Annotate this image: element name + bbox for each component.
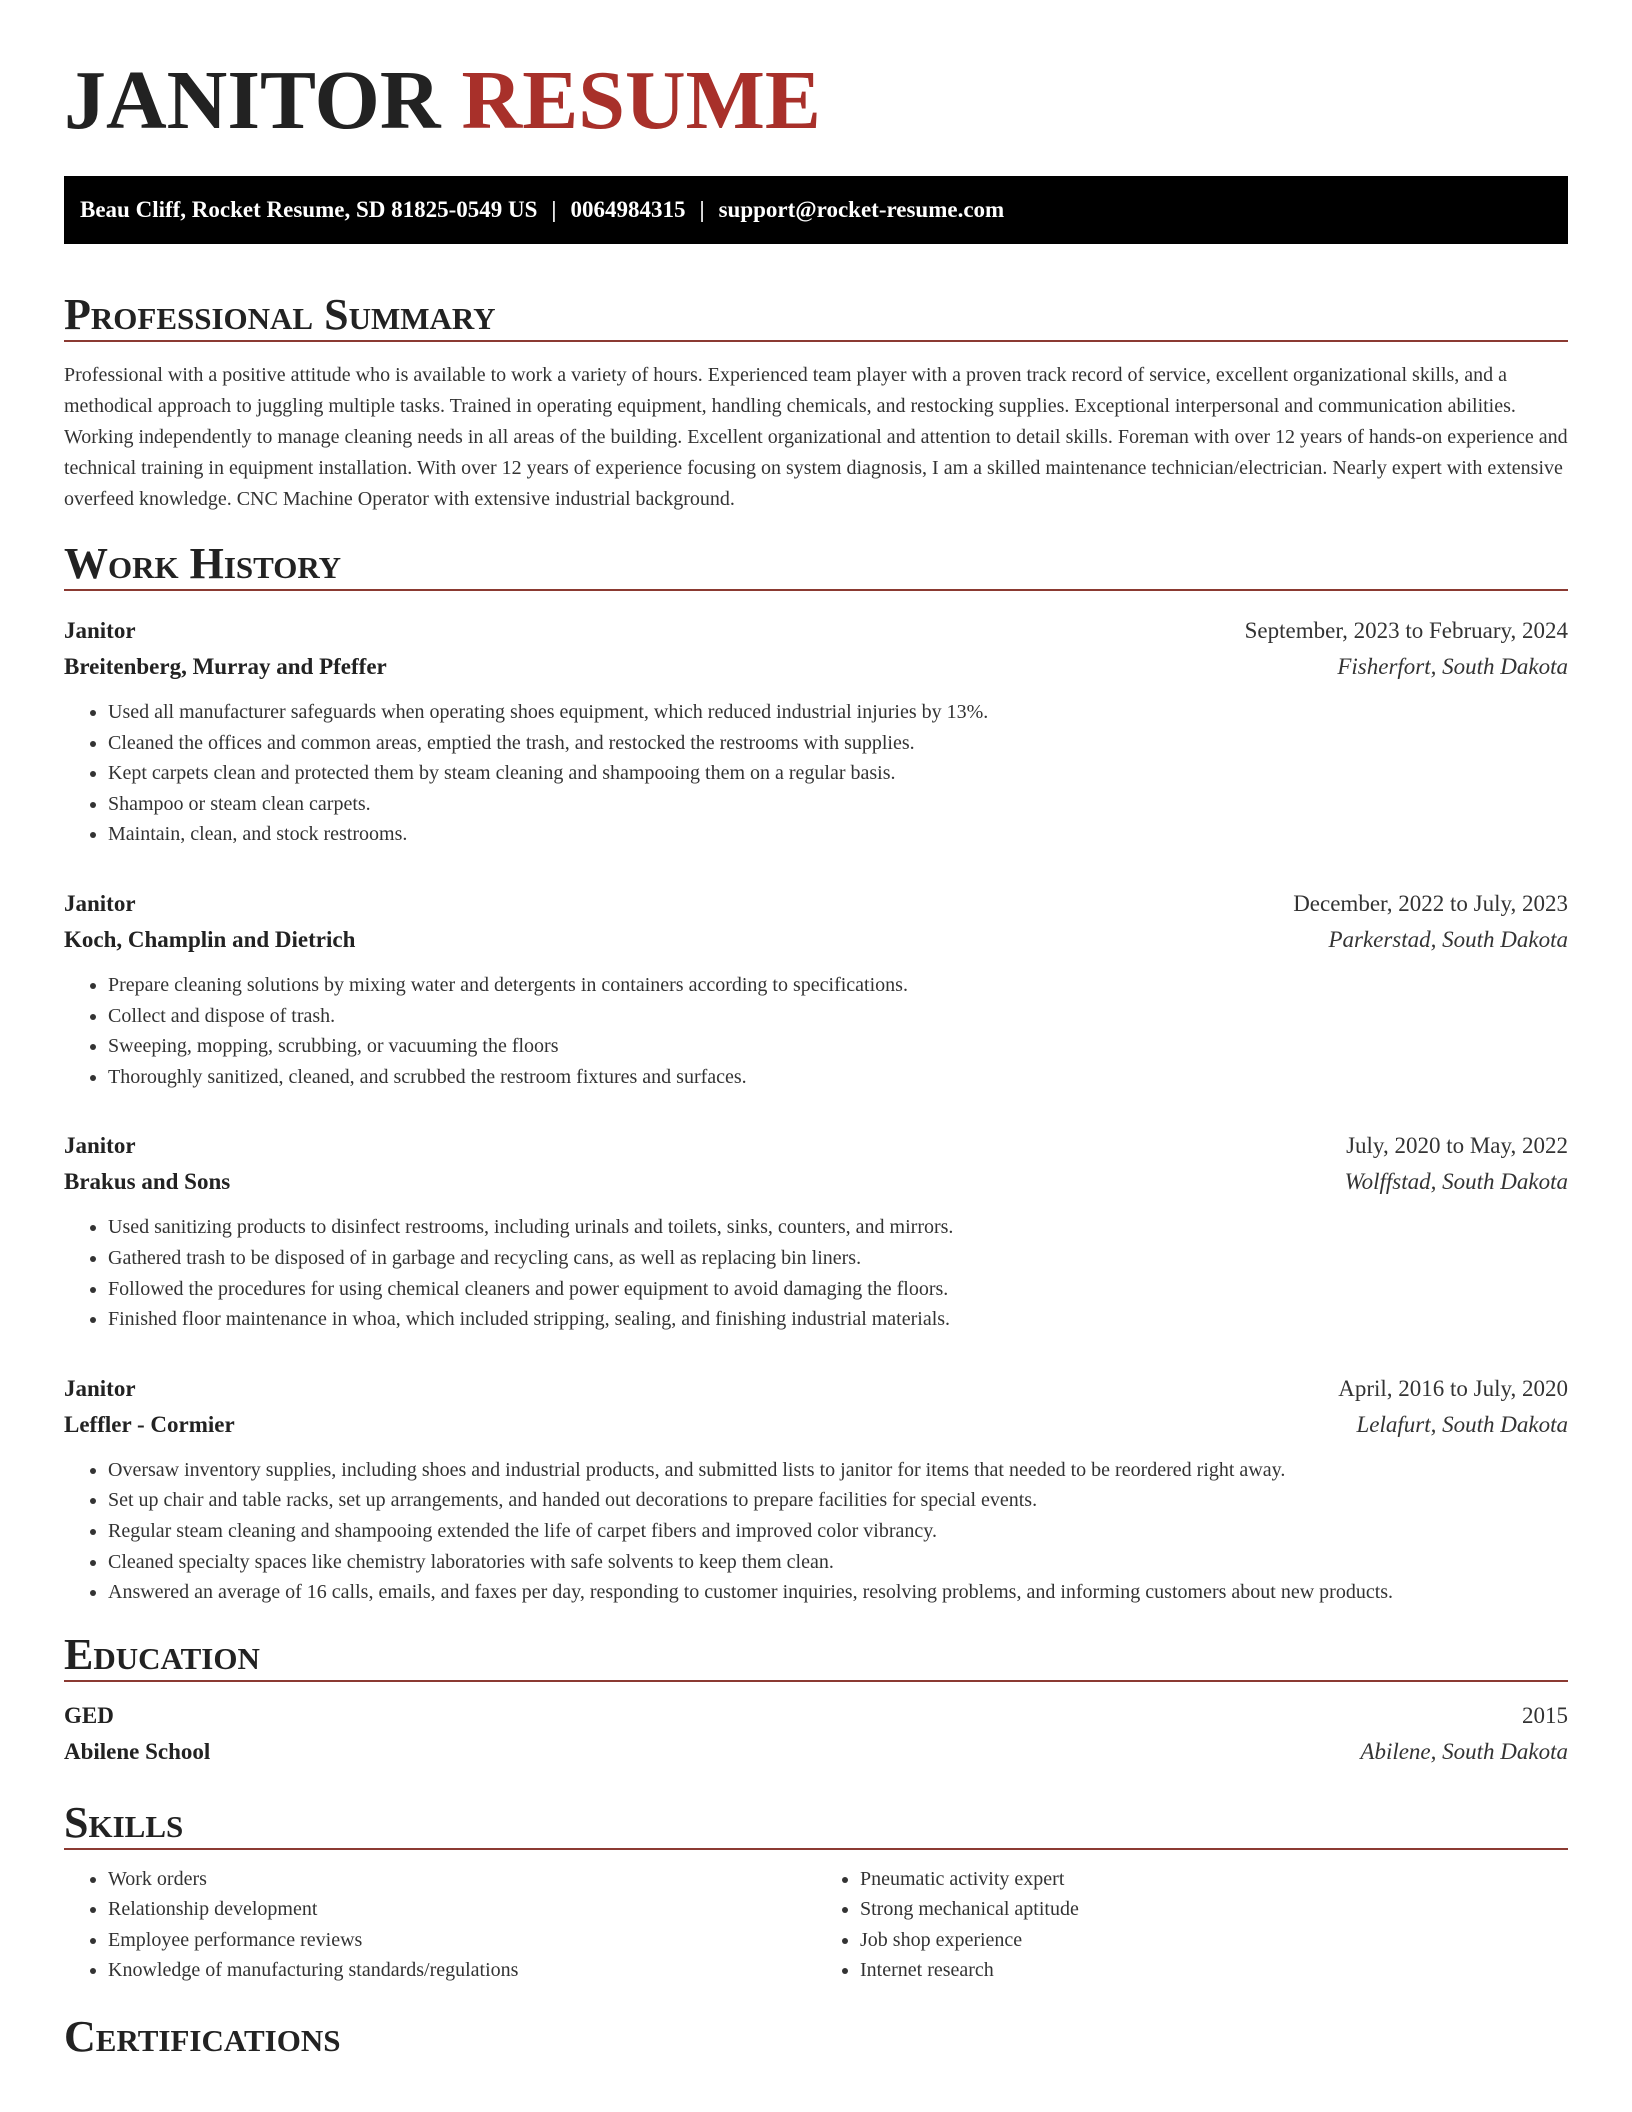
certifications-heading: Certifications [64, 2012, 341, 2062]
list-item: • Maintain, clean, and stock restrooms. [108, 819, 1568, 850]
job-dates: December, 2022 to July, 2023 [1293, 890, 1568, 916]
summary-section [64, 290, 1568, 515]
job-title: Janitor [64, 890, 136, 916]
education-year: 2015 [1522, 1702, 1568, 1728]
summary-text: Professional with a positive attitude who is available to work a variety of hours. Experienced team player with a proven track record of service, excellent organizational skills, and a methodical approach to juggling multiple tasks. Trained in operating equipment, handling chemicals, and restocking supplies. Exceptional interpersonal and communication abilities. Working independently to manage cleaning needs in all areas of the building. Excellent organizational and attention to detail skills. Foreman with over 12 years of hands-on experience and technical training in equipment installation. With over 12 years of experience focusing on system diagnosis, I am a skilled maintenance technician/electrician. Nearly expert with extensive overfeed knowledge. CNC Machine Operator with extensive industrial background. [64, 364, 1568, 510]
list-item: • Collect and dispose of trash. [108, 1001, 1568, 1032]
list-item: • Strong mechanical aptitude [860, 1894, 1568, 1925]
title-job: JANITOR [64, 54, 441, 147]
list-item: • Pneumatic activity expert [860, 1864, 1568, 1895]
job-dates: September, 2023 to February, 2024 [1244, 618, 1568, 643]
section-divider [64, 589, 1568, 591]
work-history-heading: Work History [64, 539, 342, 588]
job-duties-list [64, 970, 1568, 1092]
list-item: • Work orders [108, 1864, 816, 1895]
resume-title [64, 0, 1568, 146]
job-location: Lelafurt, South Dakota [1356, 1411, 1568, 1437]
skills-list-right [816, 1864, 1568, 1986]
list-item: • Prepare cleaning solutions by mixing water and detergents in containers according to specifications. [108, 970, 1568, 1001]
certifications-section [64, 2012, 1568, 2062]
job-duties-list [64, 1455, 1568, 1608]
job-dates: July, 2020 to May, 2022 [1346, 1133, 1568, 1159]
list-item: • Used all manufacturer safeguards when operating shoes equipment, which reduced industrial injuries by 13%. [108, 697, 1568, 728]
job-company: Brakus and Sons [64, 1169, 231, 1195]
education-location: Abilene, South Dakota [1360, 1738, 1568, 1764]
contact-email: support@rocket-resume.com [718, 197, 1005, 222]
list-item: • Kept carpets clean and protected them by steam cleaning and shampooing them on a regular basis. [108, 758, 1568, 789]
job-location: Wolffstad, South Dakota [1344, 1169, 1568, 1195]
title-resume: RESUME [461, 54, 821, 147]
education-section [64, 1630, 1568, 1770]
list-item: • Finished floor maintenance in whoa, which included stripping, sealing, and finishing industrial materials. [108, 1304, 1568, 1335]
skills-columns [64, 1850, 1568, 1986]
list-item: • Used sanitizing products to disinfect restrooms, including urinals and toilets, sinks, counters, and mirrors. [108, 1212, 1568, 1243]
job-entry [64, 1371, 1568, 1608]
education-degree: GED [64, 1702, 114, 1728]
list-item: • Shampoo or steam clean carpets. [108, 789, 1568, 820]
list-item: • Answered an average of 16 calls, emails, and faxes per day, responding to customer inquiries, resolving problems, and informing customers about new products. [108, 1577, 1568, 1608]
section-divider [64, 340, 1568, 342]
list-item: • Gathered trash to be disposed of in garbage and recycling cans, as well as replacing bin liners. [108, 1243, 1568, 1274]
job-title: Janitor [64, 1375, 136, 1401]
list-item: • Cleaned the offices and common areas, emptied the trash, and restocked the restrooms with supplies. [108, 728, 1568, 759]
skills-list-left [64, 1864, 816, 1986]
list-item: • Followed the procedures for using chemical cleaners and power equipment to avoid damaging the floors. [108, 1274, 1568, 1305]
skills-heading: Skills [64, 1797, 184, 1847]
job-duties-list [64, 697, 1568, 850]
list-item: • Set up chair and table racks, set up arrangements, and handed out decorations to prepare facilities for special events. [108, 1485, 1568, 1516]
contact-separator: | [699, 197, 705, 222]
education-entry [64, 1698, 1568, 1770]
education-school: Abilene School [64, 1738, 211, 1764]
job-location: Parkerstad, South Dakota [1328, 926, 1568, 952]
list-item: • Cleaned specialty spaces like chemistry laboratories with safe solvents to keep them clean. [108, 1547, 1568, 1578]
list-item: • Oversaw inventory supplies, including shoes and industrial products, and submitted lists to janitor for items that needed to be reordered right away. [108, 1455, 1568, 1486]
job-entry [64, 613, 1568, 850]
work-history-section [64, 539, 1568, 1608]
job-company: Koch, Champlin and Dietrich [64, 926, 356, 952]
job-title: Janitor [64, 1133, 136, 1159]
list-item: • Employee performance reviews [108, 1925, 816, 1956]
job-dates: April, 2016 to July, 2020 [1338, 1375, 1568, 1401]
list-item: • Sweeping, mopping, scrubbing, or vacuuming the floors [108, 1031, 1568, 1062]
job-duties-list [64, 1212, 1568, 1334]
section-divider [64, 1680, 1568, 1682]
education-heading: Education [64, 1629, 260, 1679]
list-item: • Relationship development [108, 1894, 816, 1925]
job-entry [64, 886, 1568, 1092]
summary-heading: Professional Summary [64, 290, 496, 339]
list-item: • Job shop experience [860, 1925, 1568, 1956]
skills-section [64, 1798, 1568, 1986]
list-item: • Regular steam cleaning and shampooing extended the life of carpet fibers and improved color vibrancy. [108, 1516, 1568, 1547]
list-item: • Thoroughly sanitized, cleaned, and scrubbed the restroom fixtures and surfaces. [108, 1062, 1568, 1093]
contact-bar [64, 176, 1568, 244]
list-item: • Knowledge of manufacturing standards/regulations [108, 1955, 816, 1986]
job-company: Leffler - Cormier [64, 1411, 235, 1437]
job-entry [64, 1128, 1568, 1334]
list-item: • Internet research [860, 1955, 1568, 1986]
job-location: Fisherfort, South Dakota [1337, 654, 1568, 679]
contact-address: Beau Cliff, Rocket Resume, SD 81825-0549 US [80, 197, 538, 222]
contact-separator: | [551, 197, 557, 222]
job-title: Janitor [64, 618, 136, 643]
contact-phone: 0064984315 [570, 197, 686, 222]
job-company: Breitenberg, Murray and Pfeffer [64, 654, 387, 679]
